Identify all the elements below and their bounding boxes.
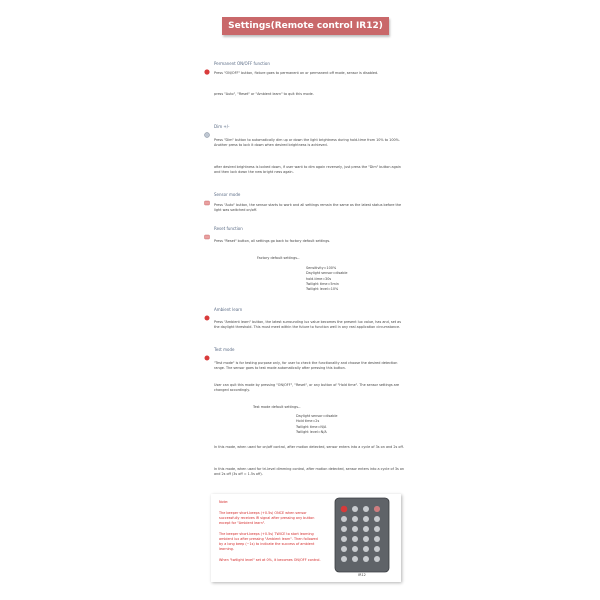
- ambient-icon: [204, 306, 210, 312]
- list-item: Sensitivity=100%: [306, 266, 337, 270]
- paragraph: Press "ON/OFF" button, fixture goes to permanent on or permanent off mode, sensor is disabled.: [214, 71, 379, 75]
- section-title: Ambient learn: [214, 306, 243, 312]
- section-header-permanent: [204, 60, 270, 66]
- section-title: Test mode: [214, 346, 235, 352]
- section-header-reset: [204, 225, 243, 231]
- remote-caption: IR12: [358, 573, 366, 577]
- note-line: The beeper short-beeps (+0.5s) ONCE when sensor successfully receives IR signal after pressing any button except for "Ambient learn".: [219, 511, 315, 525]
- settings-list: [296, 414, 337, 435]
- section-header-ambient: [204, 306, 242, 312]
- note-text: [219, 500, 323, 569]
- red-dot-icon: [204, 60, 210, 66]
- list-item: Daylight sensor=disable: [306, 271, 348, 276]
- note-label: Note:: [219, 500, 229, 504]
- list-item: Daylight sensor=disable: [296, 414, 338, 418]
- paragraph: Press "Ambient learn" button, the latest surrounding lux value becomes the present lux value, has and, set as the daylight threshold. This must meet within the future to function well in any real application circumstance.: [214, 320, 401, 329]
- paragraph: Press "Auto" button, the sensor starts to work and all settings remain the same as the latest status before the light was switched on/off.: [214, 203, 402, 212]
- paragraph: Press "Reset" button, all settings go back to factory default settings.: [214, 239, 331, 243]
- section-header-sensor: [204, 191, 240, 197]
- paragraph: press "Auto", "Reset" or "Ambient learn" to quit this mode.: [214, 92, 314, 96]
- list-item: Twilight time=N/A: [296, 424, 327, 429]
- section-header-dim: [204, 123, 230, 129]
- section-title: Dim +/-: [214, 123, 230, 129]
- section-title: Permanent ON/OFF function: [214, 60, 270, 66]
- test-icon: [204, 346, 210, 352]
- dim-icon: [204, 123, 210, 129]
- list-item: hold-time=30s: [306, 276, 332, 281]
- list-item: Twilight time=5min: [306, 281, 339, 286]
- paragraph: In this mode, when used for on/off control, after motion detected, sensor enters into a cycle of 3s on and 2s off.: [214, 445, 404, 449]
- paragraph: In this mode, when used for tri-level dimming control, after motion detected, sensor enters into a cycle of 3s on and 2s off (3s off = 1.5s off).: [214, 467, 405, 476]
- settings-list: [306, 266, 347, 292]
- section-title: Reset function: [214, 225, 243, 231]
- paragraph: Press "Dim" button to automatically dim up or down the light brightness during hold-time from 10% to 100%. Another press to lock it down when desired brightness is achieved.: [214, 138, 400, 147]
- list-item: Hold time=2s: [296, 419, 320, 424]
- paragraph: after desired brightness is locked down, if user want to dim again reversely, just press the "Dim" button again and then lock down the new bright ness again.: [214, 165, 401, 174]
- sensor-icon: [204, 191, 210, 197]
- remote-control-image: [331, 497, 393, 581]
- note-line: When "twilight level" set at 0%, it becomes ON/OFF control.: [219, 558, 321, 562]
- section-title: Sensor mode: [214, 191, 241, 197]
- page-title: Settings(Remote control IR12): [222, 17, 389, 35]
- paragraph: User can quit this mode by pressing "ON/OFF", "Reset", or any button of "Hold time". The sensor settings are changed accordingly.: [214, 383, 400, 392]
- paragraph: "Test mode" is for testing purpose only, for user to check the functionality and choose the desired detection range. The sensor goes to test mode automatically after pressing this button.: [214, 361, 398, 370]
- note-line: The beeper short-beeps (+0.5s) TWICE to start learning ambient lux after pressing "Ambient learn". Then followed by a long beep (~1s) to indicate the success of ambient learning.: [219, 532, 318, 551]
- list-heading: Test mode default settings--: [253, 405, 301, 409]
- note-box: [211, 494, 401, 582]
- list-item: Twilight level=10%: [306, 287, 339, 292]
- list-item: Twilight level=N/A: [296, 429, 327, 434]
- list-heading: Factory default settings--: [257, 256, 300, 260]
- reset-icon: [204, 225, 210, 231]
- section-header-test: [204, 346, 235, 352]
